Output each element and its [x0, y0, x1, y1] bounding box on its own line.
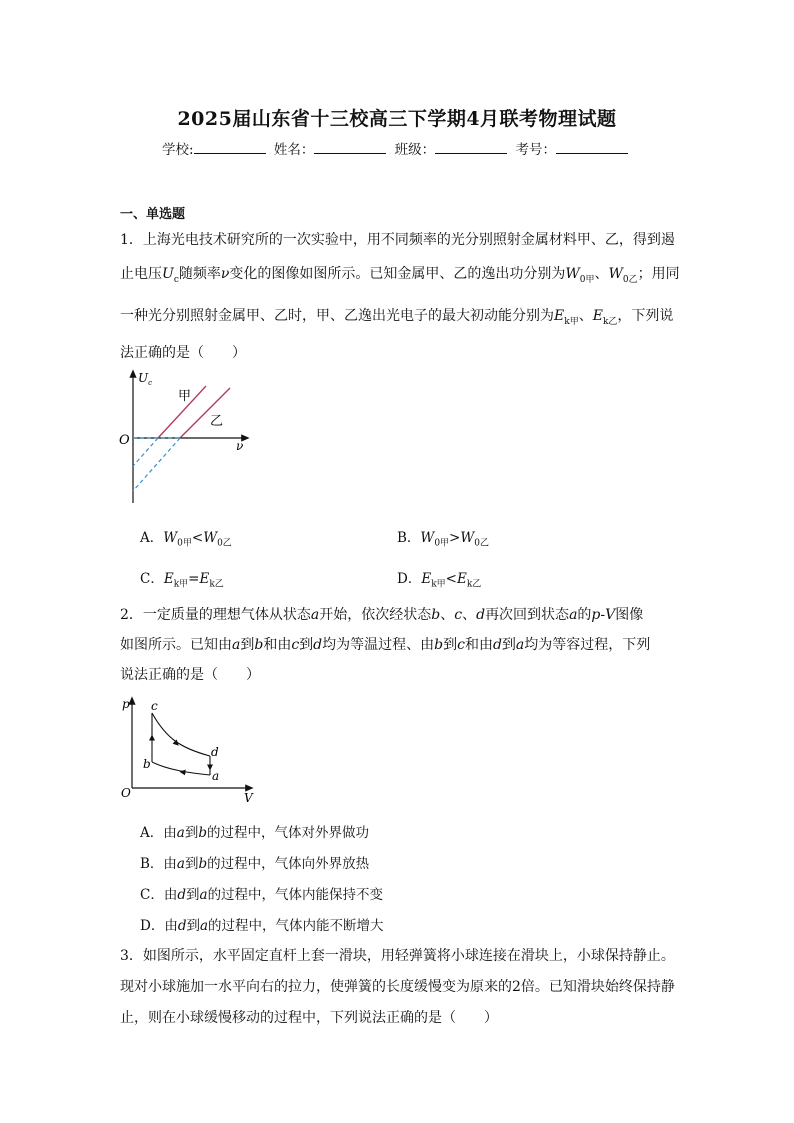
school-label: 学校: — [162, 142, 194, 158]
q2-pv-diagram — [118, 696, 258, 808]
state-b-label: b — [143, 757, 151, 771]
origin-label: O — [121, 786, 131, 800]
name-label: 姓名： — [273, 142, 315, 158]
exam-title: 2025届山东省十三校高三下学期4月联考物理试题 — [177, 108, 617, 130]
q2-option-d[interactable]: D．由d到a的过程中，气体内能不断增大 — [140, 918, 384, 934]
origin-label: O — [119, 433, 130, 448]
q2-line-1: 2．一定质量的理想气体从状态a开始，依次经状态b、c、d再次回到状态a的p-V图像 — [120, 607, 644, 623]
q1-option-a[interactable]: A．$W_{0甲}<W_{0乙}$ — [140, 530, 232, 549]
yi-label: 乙 — [210, 414, 224, 429]
exam-number-field[interactable] — [556, 141, 628, 154]
q3-line-3: 止，则在小球缓慢移动的过程中，下列说法正确的是（ ） — [120, 1010, 498, 1026]
line-yi-extension — [133, 438, 180, 491]
q2-option-b[interactable]: B．由a到b的过程中，气体向外界放热 — [140, 856, 370, 872]
nu-axis-label: ν — [236, 439, 244, 453]
q1-line-3: 一种光分别照射金属甲、乙时，甲、乙逸出光电子的最大初动能分别为$E_{k甲}$、$E_{k乙}$，下列说 — [120, 308, 674, 327]
q1-line-1: 1．上海光电技术研究所的一次实验中，用不同频率的光分别照射金属材料甲、乙，得到遏 — [120, 232, 675, 248]
class-field[interactable] — [435, 141, 507, 154]
state-a-label: a — [212, 769, 220, 783]
q3-line-1: 3．如图所示，水平固定直杆上套一滑块，用轻弹簧将小球连接在滑块上，小球保持静止。 — [120, 948, 675, 964]
q2-line-3: 说法正确的是（ ） — [120, 667, 260, 683]
q1-option-d[interactable]: D．$E_{k甲}<E_{k乙}$ — [397, 571, 482, 590]
q1-line-4: 法正确的是（ ） — [120, 345, 246, 361]
student-info-row — [0, 138, 794, 158]
q2-option-a[interactable]: A．由a到b的过程中，气体对外界做功 — [140, 825, 369, 841]
section-title: 一、单选题 — [120, 207, 186, 222]
state-d-label: d — [211, 745, 219, 759]
process-c-d — [152, 713, 210, 756]
exam-number-label: 考号： — [515, 142, 556, 158]
line-jia-extension — [133, 438, 158, 466]
q1-option-c[interactable]: C．$E_{k甲}=E_{k乙}$ — [140, 571, 224, 590]
v-axis-label: V — [244, 791, 253, 805]
school-field[interactable] — [194, 141, 266, 154]
jia-label: 甲 — [178, 389, 192, 404]
q1-line-2: 止电压$U_c$随频率ν变化的图像如图所示。已知金属甲、乙的逸出功分别为$W_{0甲}$、$W_{0乙}$；用同 — [120, 266, 680, 285]
q2-line-2: 如图所示。已知由a到b和由c到d均为等温过程、由b到c和由d到a均为等容过程，下列 — [120, 637, 651, 653]
class-label: 班级： — [394, 142, 436, 158]
u-axis-label: $U_c$ — [138, 371, 153, 387]
q3-line-2: 现对小球施加一水平向右的拉力，使弹簧的长度缓慢变为原来的2倍。已知滑块始终保持静 — [120, 979, 675, 995]
q1-option-b[interactable]: B．$W_{0甲}>W_{0乙}$ — [397, 530, 489, 549]
process-a-b — [152, 762, 210, 775]
name-field[interactable] — [314, 141, 386, 154]
q2-option-c[interactable]: C．由d到a的过程中，气体内能保持不变 — [140, 887, 384, 903]
q1-photoelectric-graph — [118, 368, 258, 508]
state-c-label: c — [151, 699, 158, 713]
p-axis-label: p — [122, 697, 130, 711]
